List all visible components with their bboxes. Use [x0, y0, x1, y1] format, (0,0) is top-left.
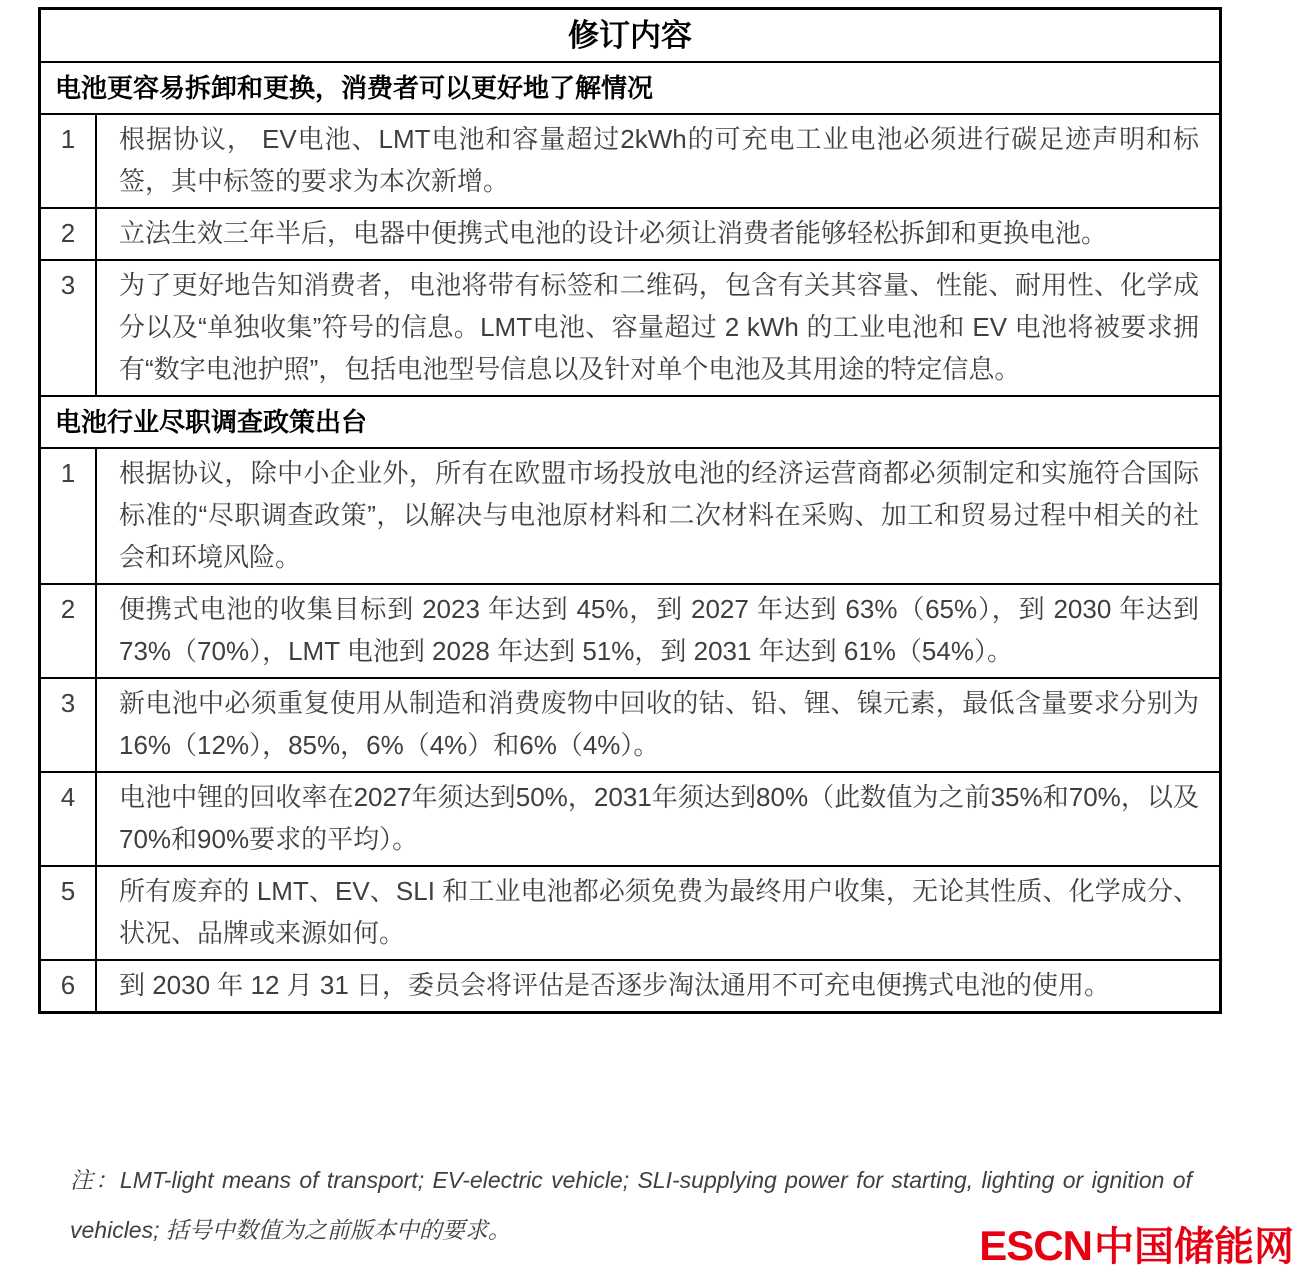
escn-logo-en-text: ESCN — [979, 1222, 1092, 1269]
table-row — [41, 679, 1219, 773]
footnote: 注：LMT-light means of transport; EV-electric vehicle; SLI-supplying power for starting, lighting or ignition of vehicles; 括号中数值为之前版本中的要求。 — [70, 1167, 1192, 1243]
row-number: 3 — [41, 261, 97, 395]
row-text: 立法生效三年半后，电器中便携式电池的设计必须让消费者能够轻松拆卸和更换电池。 — [119, 218, 1108, 248]
table-row — [41, 209, 1219, 261]
table-row — [41, 449, 1219, 585]
row-number: 6 — [41, 961, 97, 1011]
row-number: 2 — [41, 585, 97, 677]
table-row — [41, 867, 1219, 961]
escn-logo — [979, 1224, 1294, 1278]
table-title: 修订内容 — [41, 10, 1219, 63]
row-text: 所有废弃的 LMT、EV、SLI 和工业电池都必须免费为最终用户收集，无论其性质、化学成分、状况、品牌或来源如何。 — [119, 876, 1199, 948]
table-row — [41, 961, 1219, 1011]
row-text: 电池中锂的回收率在2027年须达到50%，2031年须达到80%（此数值为之前35%和70%，以及70%和90%要求的平均）。 — [119, 782, 1199, 854]
table-row — [41, 261, 1219, 397]
row-text: 到 2030 年 12 月 31 日，委员会将评估是否逐步淘汰通用不可充电便携式电池的使用。 — [119, 970, 1111, 1000]
revision-table — [38, 7, 1222, 1014]
row-number: 3 — [41, 679, 97, 771]
section-header-due-diligence: 电池行业尽职调查政策出台 — [41, 397, 1219, 449]
table-row — [41, 115, 1219, 209]
row-number: 2 — [41, 209, 97, 259]
row-text: 便携式电池的收集目标到 2023 年达到 45%，到 2027 年达到 63%（65%），到 2030 年达到 73%（70%），LMT 电池到 2028 年达到 51%，到 2031 年达到 61%（54%）。 — [119, 594, 1199, 666]
table-row — [41, 773, 1219, 867]
row-number: 5 — [41, 867, 97, 959]
row-number: 1 — [41, 449, 97, 583]
row-text: 新电池中必须重复使用从制造和消费废物中回收的钴、铅、锂、镍元素，最低含量要求分别为16%（12%），85%，6%（4%）和6%（4%）。 — [119, 688, 1199, 760]
row-text: 为了更好地告知消费者，电池将带有标签和二维码，包含有关其容量、性能、耐用性、化学成分以及“单独收集”符号的信息。LMT电池、容量超过 2 kWh 的工业电池和 EV 电池将被要求拥有“数字电池护照”，包括电池型号信息以及针对单个电池及其用途的特定信息。 — [119, 270, 1199, 384]
row-text: 根据协议，除中小企业外，所有在欧盟市场投放电池的经济运营商都必须制定和实施符合国际标准的“尽职调查政策”，以解决与电池原材料和二次材料在采购、加工和贸易过程中相关的社会和环境风险。 — [119, 458, 1199, 572]
row-text: 根据协议， EV电池、LMT电池和容量超过2kWh的可充电工业电池必须进行碳足迹声明和标签，其中标签的要求为本次新增。 — [119, 124, 1199, 196]
section-header-removability: 电池更容易拆卸和更换，消费者可以更好地了解情况 — [41, 63, 1219, 115]
escn-logo-zh-text: 中国储能网 — [1094, 1225, 1294, 1269]
row-number: 1 — [41, 115, 97, 207]
row-number: 4 — [41, 773, 97, 865]
table-row — [41, 585, 1219, 679]
